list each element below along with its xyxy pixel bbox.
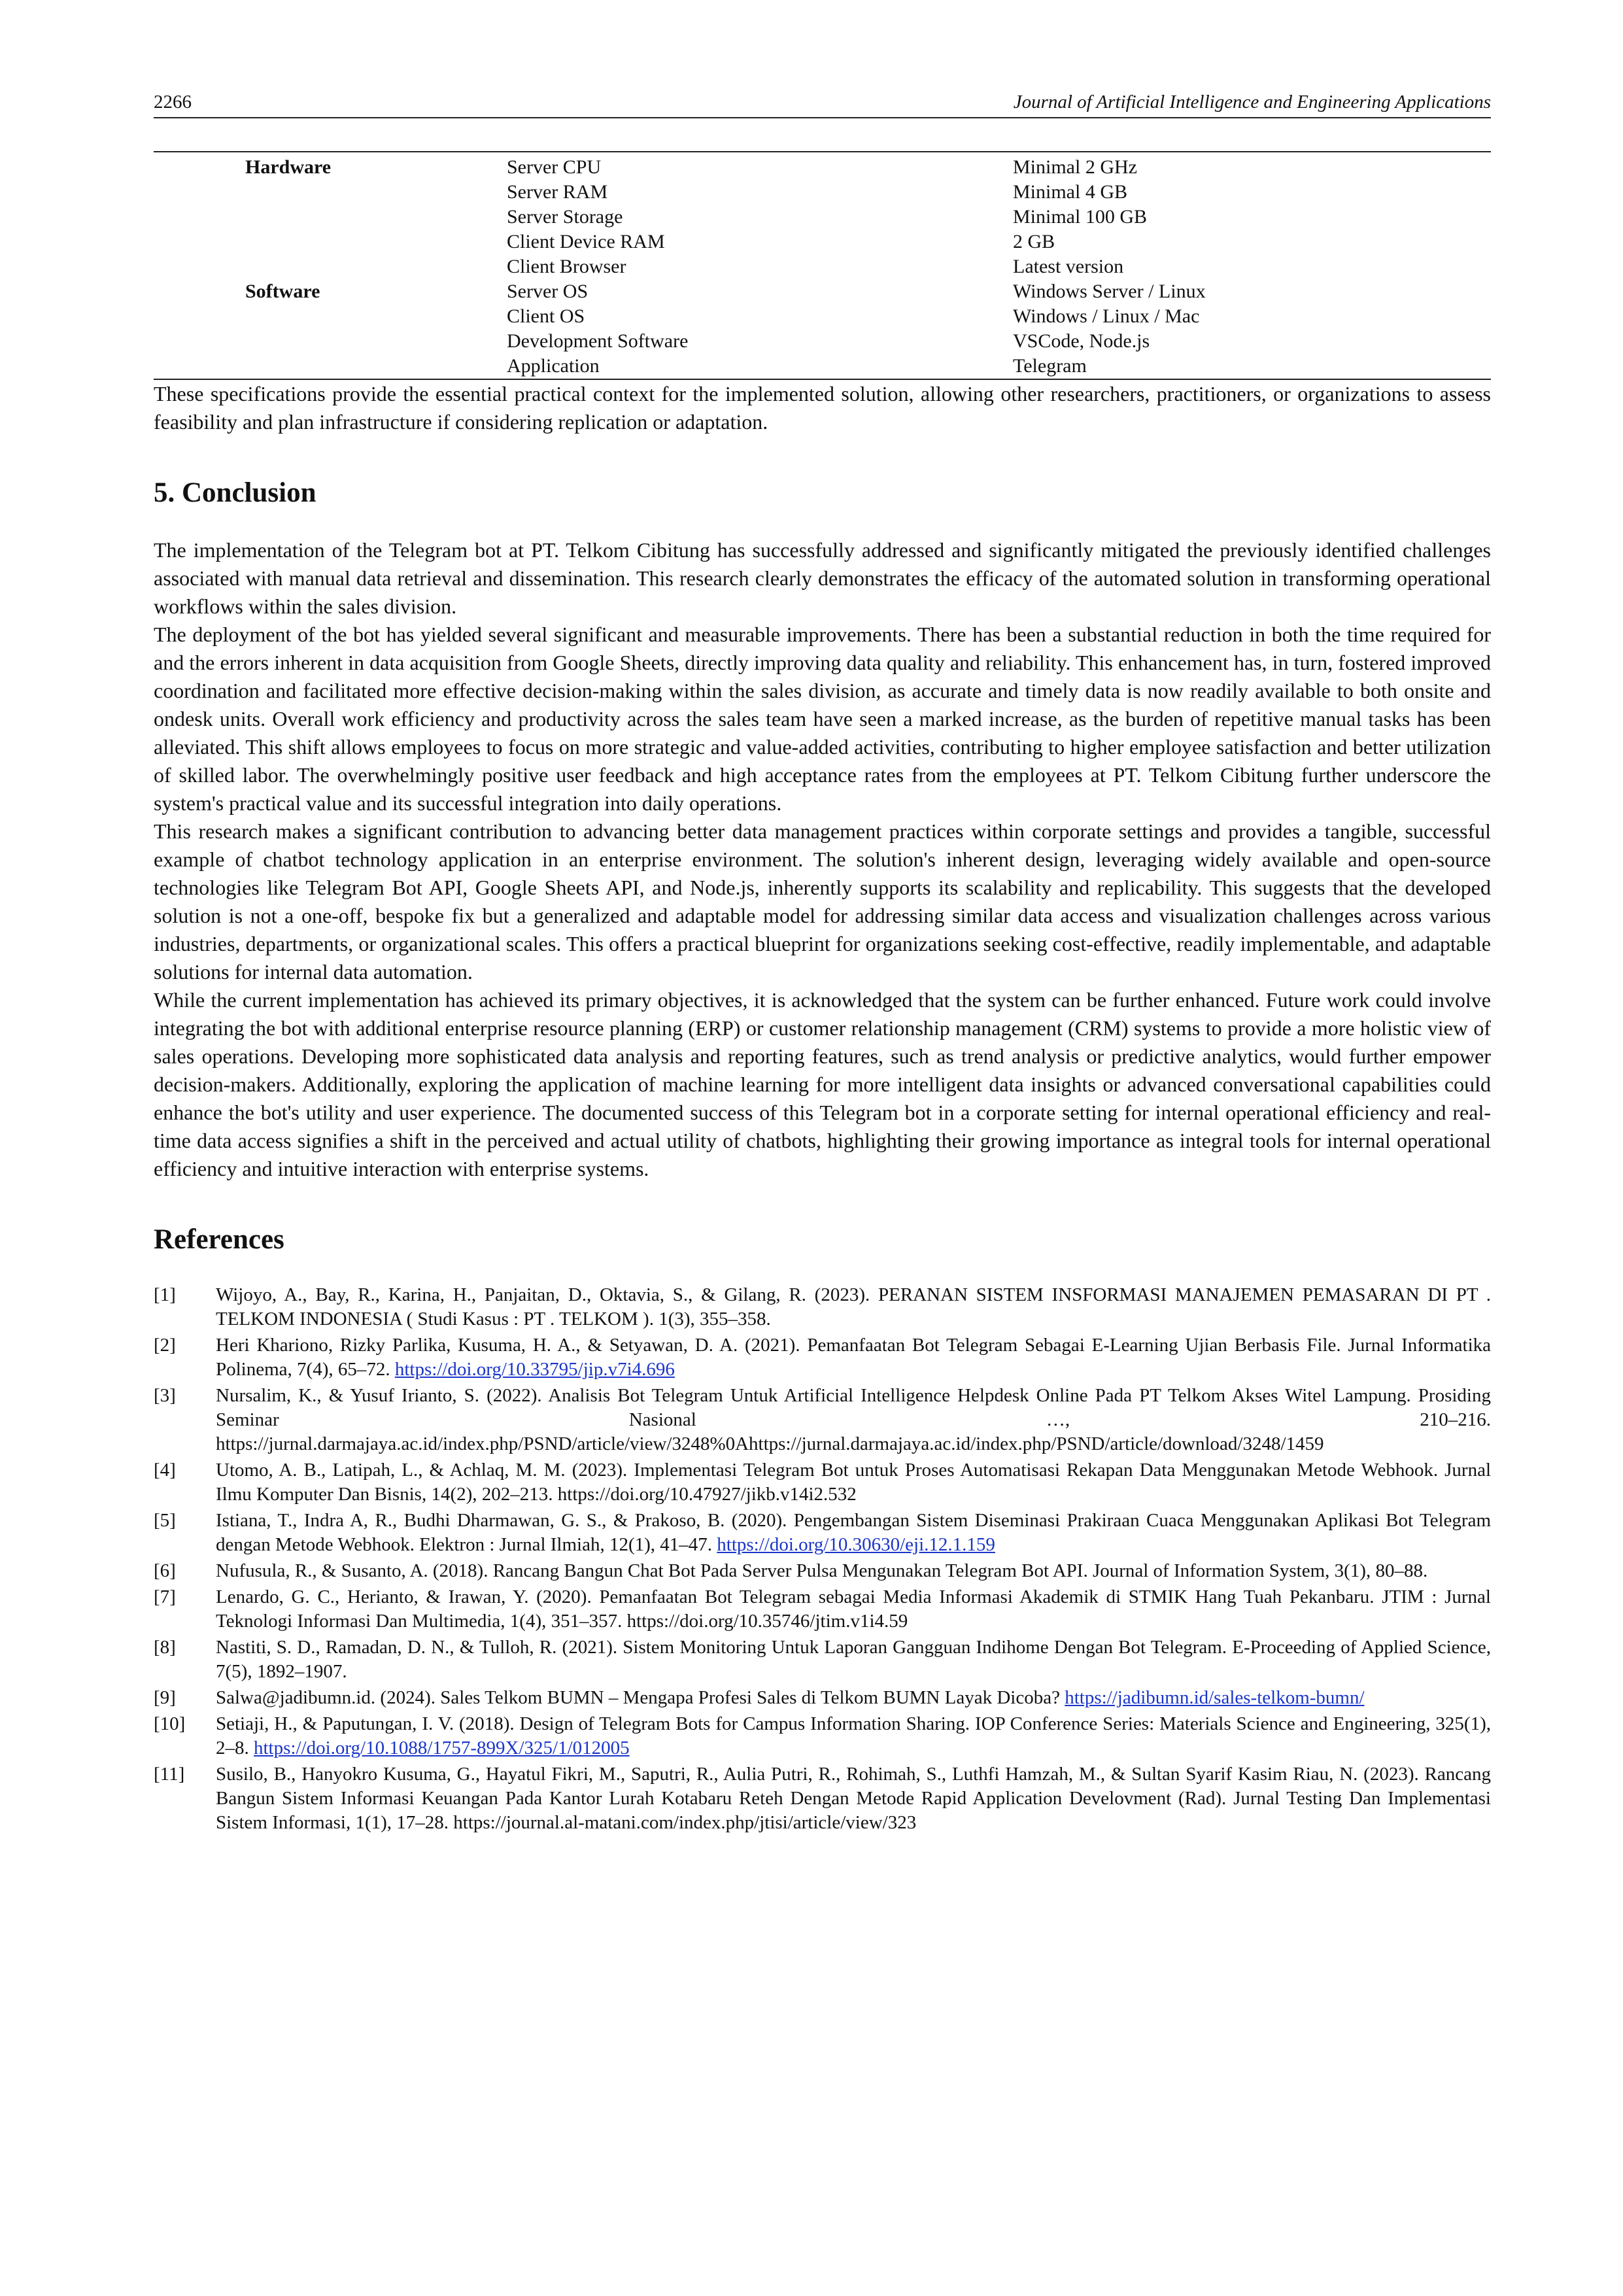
reference-number: [7] [154,1586,176,1607]
reference-text [216,1762,1491,1835]
reference-text [216,1585,1491,1634]
spec-requirement-cell: Minimal 4 GB [1013,181,1128,203]
spec-requirement-cell: Windows / Linux / Mac [1013,305,1200,327]
reference-citation: Setiaji, H., & Paputungan, I. V. (2018). Design of Telegram Bots for Campus Information Sharing. IOP Conference Series: Materials Science and Engineering, 325(1), 2–8. [216,1713,1491,1758]
reference-text [216,1458,1491,1507]
reference-item [154,1559,1491,1583]
page-number: 2266 [154,92,192,112]
conclusion-paragraph: The deployment of the bot has yielded several significant and measurable improvements. There has been a substantial reduction in both the time required for and the errors inherent in data acquisition from Google Sheets, directly improving data quality and reliability. This enhancement has, in turn, fostered improved coordination and facilitated more effective decision-making within the sales division, as accurate and timely data is now readily available to both onsite and ondesk units. Overall work efficiency and productivity across the sales team have seen a marked increase, as the burden of repetitive manual tasks has been alleviated. This shift allows employees to focus on more strategic and value-added activities, contributing to higher employee satisfaction and better utilization of skilled labor. The overwhelmingly positive user feedback and high acceptance rates from the employees at PT. Telkom Cibitung further underscore the system's practical value and its successful integration into daily operations. [154,623,1491,815]
spec-requirement-cell: Minimal 100 GB [1013,206,1148,228]
spec-category-cell [154,354,507,379]
reference-citation: Heri Khariono, Rizky Parlika, Kusuma, H. A., & Setyawan, D. A. (2021). Pemanfaatan Bot Telegram Sebagai E-Learning Ujian Berbasis File. Jurnal Informatika Polinema, 7(4), 65–72. [216,1335,1491,1380]
reference-item [154,1283,1491,1331]
spec-table-row [154,279,1491,304]
reference-number: [8] [154,1637,176,1658]
paper-page [154,92,1491,1837]
reference-item [154,1585,1491,1634]
spec-component-cell: Development Software [507,330,689,352]
reference-item [154,1686,1491,1710]
reference-number: [2] [154,1335,176,1356]
reference-citation: Nufusula, R., & Susanto, A. (2018). Rancang Bangun Chat Bot Pada Server Pulsa Mengunakan Telegram Bot API. Journal of Information System, 3(1), 80–88. [216,1560,1428,1581]
reference-number: [1] [154,1284,176,1305]
reference-item [154,1712,1491,1760]
reference-number: [4] [154,1460,176,1481]
conclusion-paragraph: The implementation of the Telegram bot at PT. Telkom Cibitung has successfully addressed and significantly mitigated the previously identified challenges associated with manual data retrieval and dissemination. This research clearly demonstrates the efficacy of the automated solution in transforming operational workflows within the sales division. [154,538,1491,618]
reference-text [216,1384,1491,1456]
reference-text [216,1509,1491,1557]
reference-link[interactable]: https://doi.org/10.33795/jip.v7i4.696 [394,1359,675,1380]
spec-requirement-cell: 2 GB [1013,231,1055,252]
spec-category-cell: Software [245,281,320,302]
reference-citation: Salwa@jadibumn.id. (2024). Sales Telkom BUMN – Mengapa Profesi Sales di Telkom BUMN Layak Dicoba? [216,1687,1065,1708]
reference-item [154,1384,1491,1456]
spec-table-body [154,152,1491,379]
intro-paragraph: These specifications provide the essential practical context for the implemented solution, allowing other researchers, practitioners, or organizations to assess feasibility and plan infrastructure if considering replication or adaptation. [154,382,1491,434]
spec-requirement-cell: Telegram [1013,355,1087,377]
reference-item [154,1458,1491,1507]
reference-citation: Susilo, B., Hanyokro Kusuma, G., Hayatul Fikri, M., Saputri, R., Aulia Putri, R., Rohimah, S., Luthfi Hamzah, M., & Sultan Syarif Kasim Riau, N. (2023). Rancang Bangun Sistem Informasi Keuangan Pada Kantor Lurah Kotabaru Reteh Dengan Metode Rapid Application Develovment (Rad). Jurnal Testing Dan Implementasi Sistem Informasi, 1(1), 17–28. https://journal.al-matani.com/index.php/jtisi/article/view/323 [216,1764,1491,1833]
conclusion-paragraph: While the current implementation has achieved its primary objectives, it is acknowledged that the system can be further enhanced. Future work could involve integrating the bot with additional enterprise resource planning (ERP) or customer relationship management (CRM) systems to provide a more holistic view of sales operations. Developing more sophisticated data analysis and reporting features, such as trend analysis or predictive analytics, would further empower decision-makers. Additionally, exploring the application of machine learning for more intelligent data insights or advanced conversational capabilities could enhance the bot's utility and user experience. The documented success of this Telegram bot in a corporate setting for internal operational efficiency and real-time data access signifies a shift in the perceived and actual utility of chatbots, highlighting their growing importance as integral tools for internal operational efficiency and intuitive interaction with enterprise systems. [154,988,1491,1180]
spec-requirement-cell: Latest version [1013,256,1124,277]
spec-category-cell [154,205,507,230]
reference-text [216,1712,1491,1760]
reference-citation: Nastiti, S. D., Ramadan, D. N., & Tulloh, R. (2021). Sistem Monitoring Untuk Laporan Gangguan Indihome Dengan Bot Telegram. E-Proceeding of Applied Science, 7(5), 1892–1907. [216,1637,1491,1682]
spec-table-row [154,329,1491,354]
reference-number: [9] [154,1687,176,1708]
spec-component-cell: Client Device RAM [507,231,665,252]
reference-item [154,1636,1491,1684]
reference-number: [10] [154,1713,186,1734]
spec-category-cell [154,304,507,329]
reference-item [154,1509,1491,1557]
spec-category-cell [154,230,507,254]
references-heading: References [154,1224,284,1255]
spec-component-cell: Application [507,355,600,377]
reference-text [216,1686,1491,1710]
reference-text [216,1333,1491,1382]
reference-citation: Nursalim, K., & Yusuf Irianto, S. (2022). Analisis Bot Telegram Untuk Artificial Intelligence Helpdesk Online Pada PT Telkom Akses Witel Lampung. Prosiding Seminar Nasional …, 210–216. https://jurnal.darmajaya.ac.id/index.php/PSND/article/view/3248%0Ahttps://jurnal.darmajaya.ac.id/index.php/PSND/article/download/3248/1459 [216,1385,1491,1454]
spec-component-cell: Server RAM [507,181,608,203]
spec-component-cell: Server CPU [507,156,602,178]
running-header [154,92,1491,118]
spec-requirement-cell: Minimal 2 GHz [1013,156,1137,178]
reference-number: [11] [154,1764,185,1785]
reference-link[interactable]: https://jadibumn.id/sales-telkom-bumn/ [1065,1687,1365,1708]
reference-number: [6] [154,1560,176,1581]
reference-citation: Wijoyo, A., Bay, R., Karina, H., Panjaitan, D., Oktavia, S., & Gilang, R. (2023). PERANAN SISTEM INSFORMASI MANAJEMEN PEMASARAN DI PT . TELKOM INDONESIA ( Studi Kasus : PT . TELKOM ). 1(3), 355–358. [216,1284,1491,1329]
reference-list [154,1283,1491,1835]
conclusion-paragraph: This research makes a significant contribution to advancing better data management practices within corporate settings and provides a tangible, successful example of chatbot technology application in an enterprise environment. The solution's inherent design, leveraging widely available and open-source technologies like Telegram Bot API, Google Sheets API, and Node.js, inherently supports its scalability and replicability. This suggests that the developed solution is not a one-off, bespoke fix but a generalized and adaptable model for addressing similar data access and visualization challenges across various industries, departments, or organizational scales. This offers a practical blueprint for organizations seeking cost-effective, readily implementable, and adaptable solutions for internal data automation. [154,819,1491,984]
journal-title: Journal of Artificial Intelligence and Engineering Applications [1013,92,1491,112]
spec-component-cell: Server Storage [507,206,623,228]
reference-item [154,1762,1491,1835]
spec-component-cell: Client OS [507,305,585,327]
spec-table-row [154,180,1491,205]
spec-category-cell [154,329,507,354]
reference-link[interactable]: https://doi.org/10.1088/1757-899X/325/1/012005 [254,1738,630,1758]
spec-category-cell [154,254,507,279]
reference-text [216,1283,1491,1331]
spec-component-cell: Client Browser [507,256,626,277]
conclusion-heading: 5. Conclusion [154,477,316,508]
spec-category-cell: Hardware [245,156,332,178]
reference-citation: Lenardo, G. C., Herianto, & Irawan, Y. (2020). Pemanfaatan Bot Telegram sebagai Media Informasi Akademik di STMIK Hang Tuah Pekanbaru. JTIM : Jurnal Teknologi Informasi Dan Multimedia, 1(4), 351–357. https://doi.org/10.35746/jtim.v1i4.59 [216,1586,1491,1632]
spec-table-row [154,354,1491,379]
conclusion-section [154,536,1491,1183]
spec-table-row [154,205,1491,230]
reference-citation: Utomo, A. B., Latipah, L., & Achlaq, M. M. (2023). Implementasi Telegram Bot untuk Proses Automatisasi Rekapan Data Menggunakan Metode Webhook. Jurnal Ilmu Komputer Dan Bisnis, 14(2), 202–213. https://doi.org/10.47927/jikb.v14i2.532 [216,1460,1491,1505]
spec-category-cell [154,180,507,205]
reference-number: [3] [154,1385,176,1406]
reference-text [216,1636,1491,1684]
spec-table-row [154,254,1491,279]
spec-requirement-cell: Windows Server / Linux [1013,281,1206,302]
reference-number: [5] [154,1510,176,1531]
reference-text [216,1559,1491,1583]
spec-requirement-cell: VSCode, Node.js [1013,330,1150,352]
spec-table-row [154,304,1491,329]
reference-link[interactable]: https://doi.org/10.30630/eji.12.1.159 [717,1534,995,1555]
spec-component-cell: Server OS [507,281,589,302]
reference-item [154,1333,1491,1382]
spec-table [154,151,1491,380]
reference-citation: Istiana, T., Indra A, R., Budhi Dharmawan, G. S., & Prakoso, B. (2020). Pengembangan Sistem Diseminasi Prakiraan Cuaca Menggunakan Aplikasi Bot Telegram dengan Metode Webhook. Elektron : Jurnal Ilmiah, 12(1), 41–47. [216,1510,1491,1555]
spec-table-row [154,230,1491,254]
spec-table-row [154,152,1491,180]
